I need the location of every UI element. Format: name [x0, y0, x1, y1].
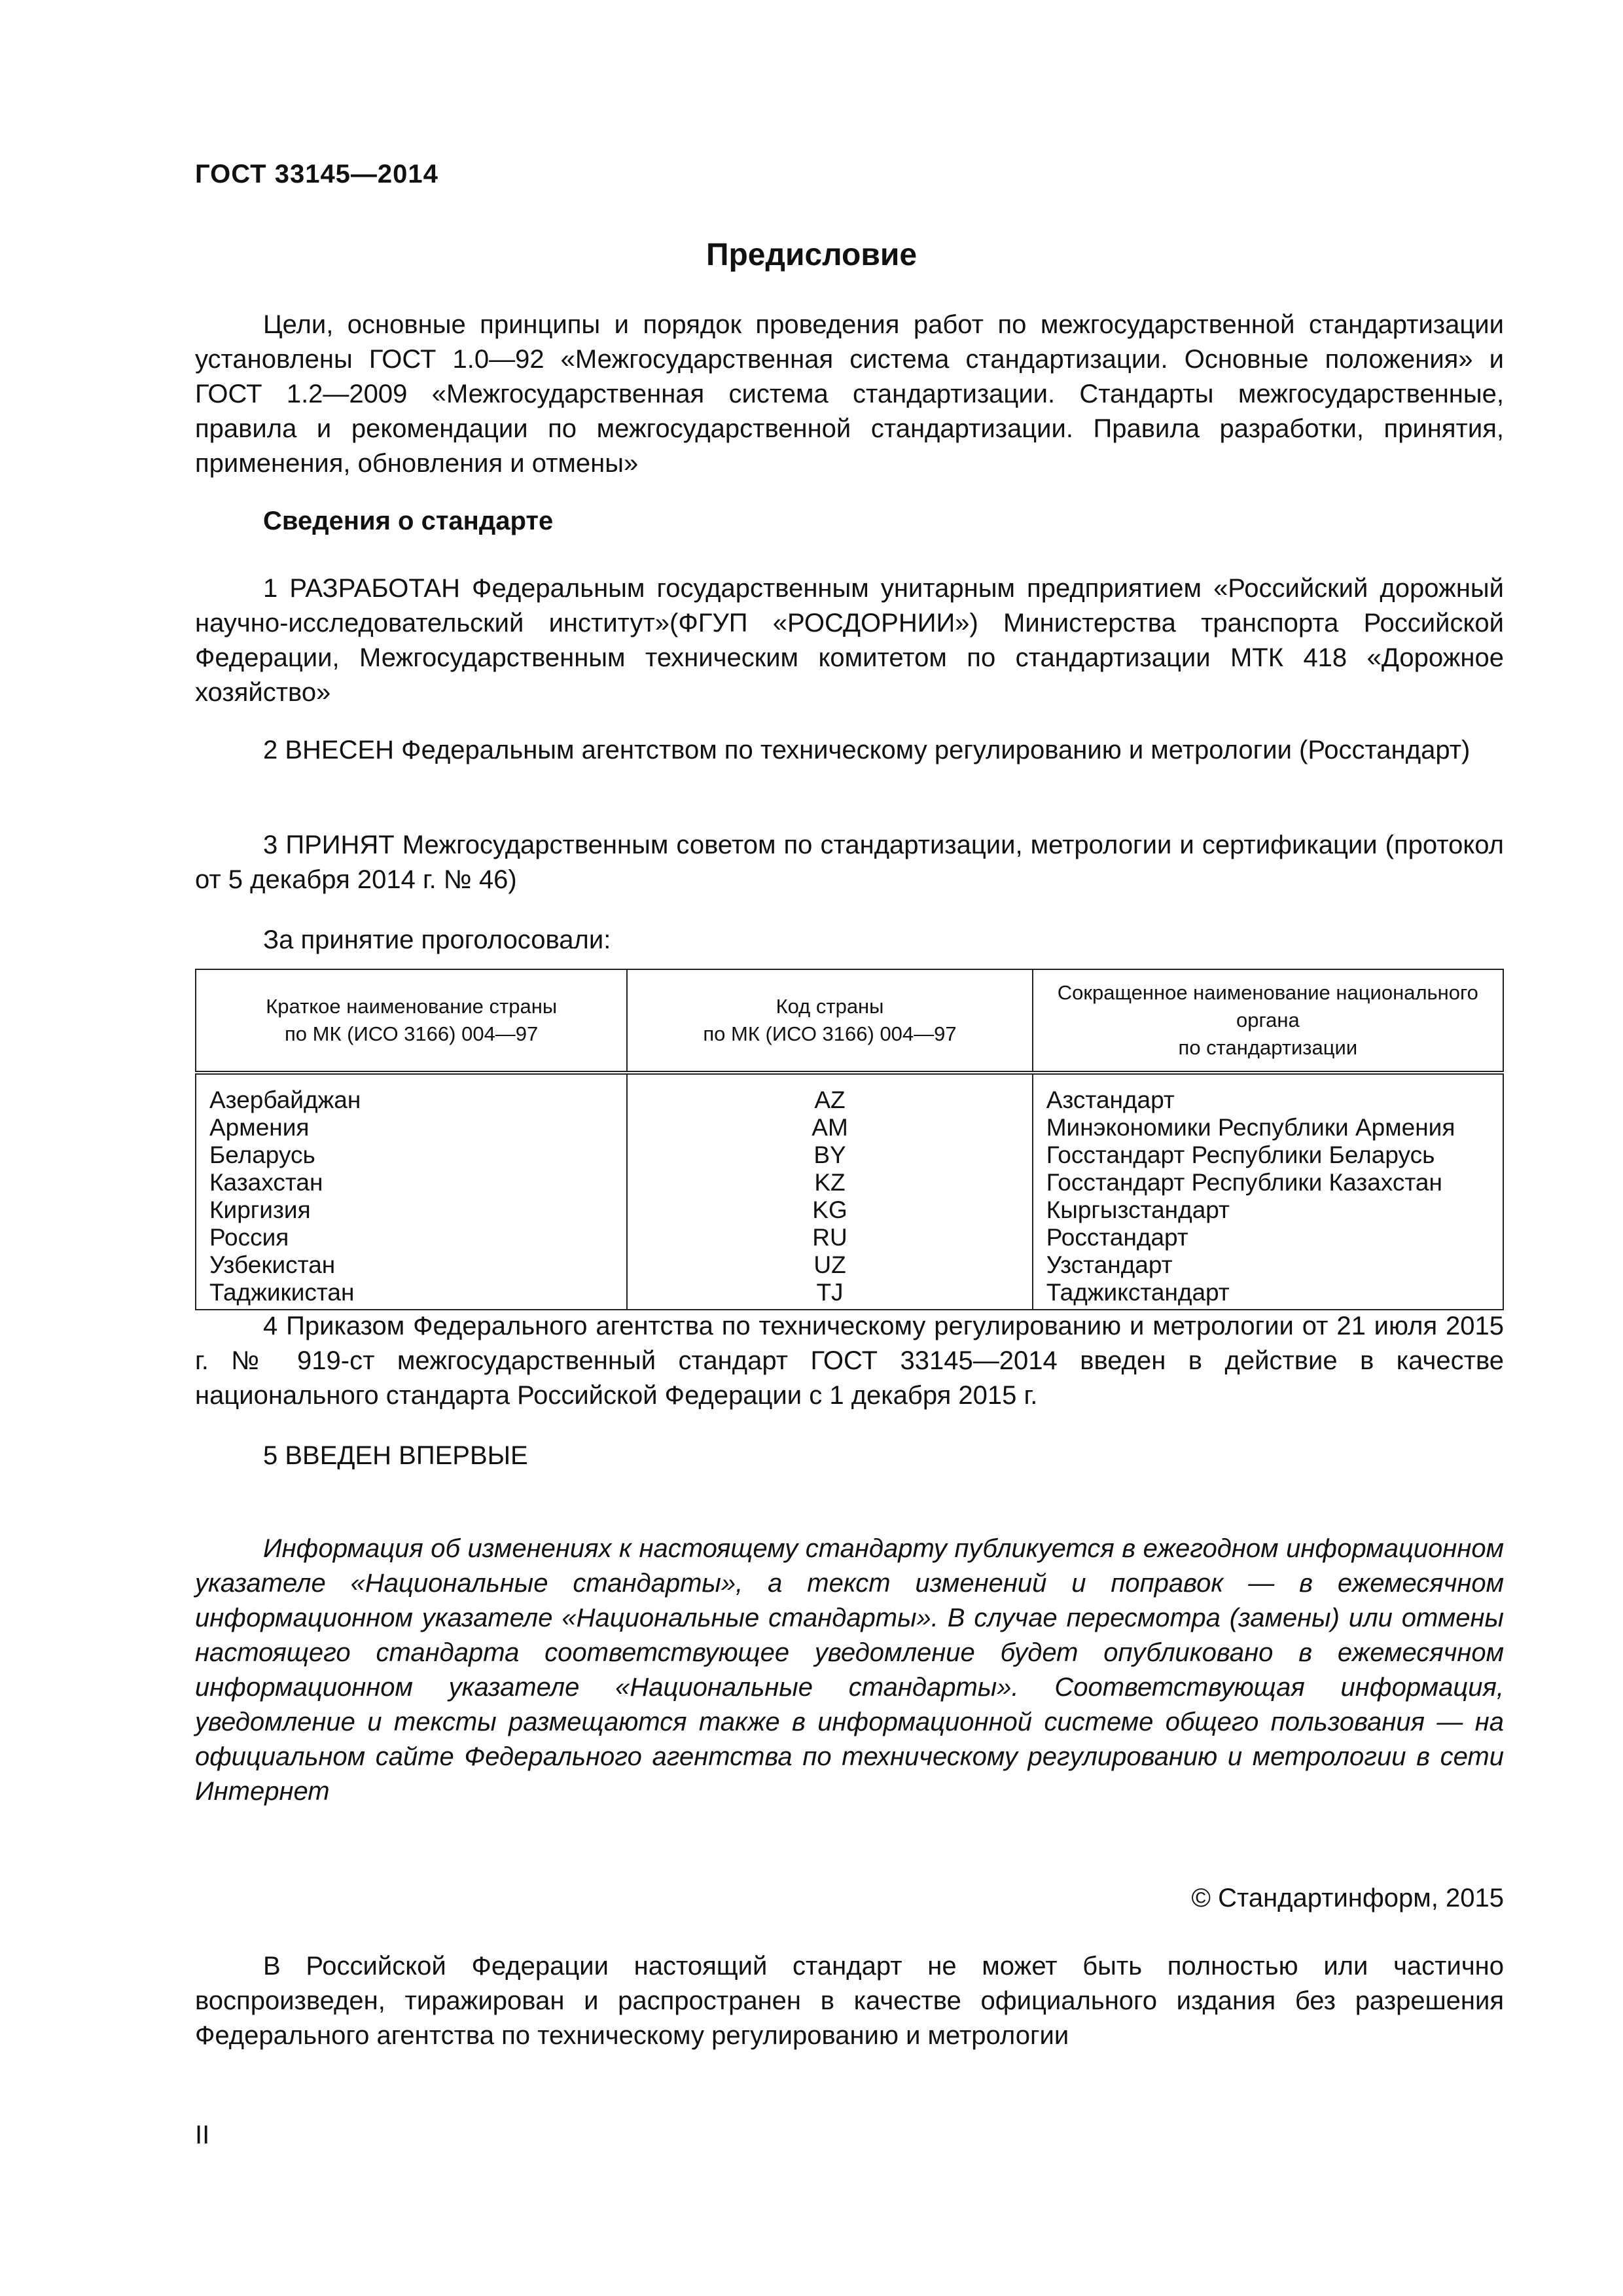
cell-code: KG [627, 1196, 1032, 1224]
cell-code: KZ [627, 1169, 1032, 1196]
table-row [196, 1196, 1503, 1224]
item-3-adopted: 3 ПРИНЯТ Межгосударственным советом по стандартизации, метрологии и сертификации (протокол от 5 декабря 2014 г. № 46) [195, 831, 1504, 894]
document-code: ГОСТ 33145—2014 [195, 160, 438, 188]
table-row [196, 1224, 1503, 1251]
cell-code: AM [627, 1114, 1032, 1141]
table-row [196, 1073, 1503, 1114]
header-country-line2: по МК (ИСО 3166) 004—97 [285, 1022, 539, 1045]
cell-org: Азстандарт [1033, 1073, 1503, 1114]
header-country [196, 969, 627, 1073]
cell-org: Госстандарт Республики Казахстан [1033, 1169, 1503, 1196]
copyright-notice: © Стандартинформ, 2015 [1191, 1884, 1504, 1912]
cell-country: Киргизия [196, 1196, 627, 1224]
item-4-order: 4 Приказом Федерального агентства по техническому регулированию и метрологии от 21 июля 2015 г. № 919-ст межгосударственный стандарт ГОСТ 33145—2014 введен в действие в качестве национального стандарта Российской Федерации с 1 декабря 2015 г. [195, 1312, 1504, 1410]
table-header-row [196, 969, 1503, 1073]
page-number: II [195, 2121, 210, 2149]
changes-info-paragraph: Информация об изменениях к настоящему стандарту публикуется в ежегодном информационном указателе «Национальные стандарты», а текст изменений и поправок — в ежемесячном информационном указателе «Национальные стандарты». В случае пересмотра (замены) или отмены настоящего стандарта соответствующее уведомление будет опубликовано в ежемесячном информационном указателе «Национальные стандарты». Соответствующая информация, уведомление и тексты размещаются также в информационной системе общего пользования — на официальном сайте Федерального агентства по техническому регулированию и метрологии в сети Интернет [195, 1534, 1504, 1806]
cell-country: Армения [196, 1114, 627, 1141]
cell-org: Таджикстандарт [1033, 1279, 1503, 1310]
table-row [196, 1114, 1503, 1141]
cell-country: Беларусь [196, 1141, 627, 1169]
cell-code: UZ [627, 1251, 1032, 1279]
cell-org: Минэкономики Республики Армения [1033, 1114, 1503, 1141]
header-org-line2: по стандартизации [1178, 1036, 1358, 1059]
cell-org: Росстандарт [1033, 1224, 1503, 1251]
cell-country: Россия [196, 1224, 627, 1251]
item-1-developed: 1 РАЗРАБОТАН Федеральным государственным унитарным предприятием «Российский дорожный научно-исследовательский институт»(ФГУП «РОСДОРНИИ») Министерства транспорта Российской Федерации, Межгосударственным техническим комитетом по стандартизации МТК 418 «Дорожное хозяйство» [195, 574, 1504, 707]
intro-paragraph: Цели, основные принципы и порядок проведения работ по межгосударственной стандартизации установлены ГОСТ 1.0—92 «Межгосударственная система стандартизации. Основные положения» и ГОСТ 1.2—2009 «Межгосударственная система стандартизации. Стандарты межгосударственные, правила и рекомендации по межгосударственной стандартизации. Правила разработки, принятия, применения, обновления и отмены» [195, 310, 1504, 478]
cell-country: Узбекистан [196, 1251, 627, 1279]
cell-org: Узстандарт [1033, 1251, 1503, 1279]
header-org-line1: Сокращенное наименование национального органа [1057, 981, 1478, 1031]
votes-table [195, 969, 1504, 1310]
table-row [196, 1279, 1503, 1310]
vote-label: За принятие проголосовали: [263, 925, 611, 954]
cell-country: Казахстан [196, 1169, 627, 1196]
cell-org: Кыргызстандарт [1033, 1196, 1503, 1224]
cell-code: TJ [627, 1279, 1032, 1310]
table-row [196, 1141, 1503, 1169]
header-code-line2: по МК (ИСО 3166) 004—97 [703, 1022, 957, 1045]
header-code [627, 969, 1032, 1073]
cell-country: Таджикистан [196, 1279, 627, 1310]
header-country-line1: Краткое наименование страны [266, 995, 558, 1018]
item-2-submitted: 2 ВНЕСЕН Федеральным агентством по техническому регулированию и метрологии (Росстандарт) [263, 736, 1471, 764]
cell-country: Азербайджан [196, 1073, 627, 1114]
page-title: Предисловие [705, 238, 918, 272]
table-row [196, 1251, 1503, 1279]
standard-info-heading: Сведения о стандарте [263, 507, 554, 535]
header-code-line1: Код страны [776, 995, 884, 1018]
cell-org: Госстандарт Республики Беларусь [1033, 1141, 1503, 1169]
reproduction-notice: В Российской Федерации настоящий стандарт не может быть полностью или частично воспроизведен, тиражирован и распространен в качестве официального издания без разрешения Федерального агентства по техническому регулированию и метрологии [195, 1952, 1504, 2050]
cell-code: BY [627, 1141, 1032, 1169]
cell-code: RU [627, 1224, 1032, 1251]
table-row [196, 1169, 1503, 1196]
cell-code: AZ [627, 1073, 1032, 1114]
item-5-introduced: 5 ВВЕДЕН ВПЕРВЫЕ [263, 1441, 528, 1470]
header-org [1033, 969, 1503, 1073]
